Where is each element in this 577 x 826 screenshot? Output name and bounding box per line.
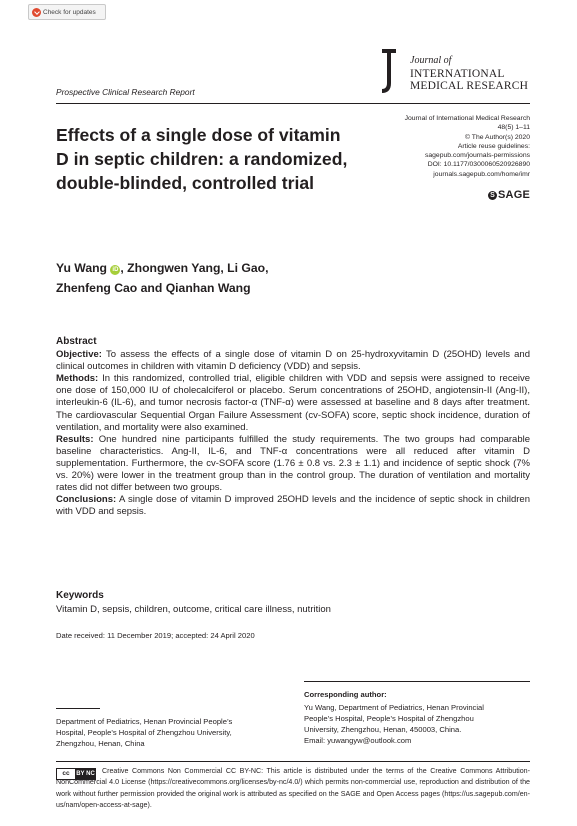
objective-text: To assess the effects of a single dose of vitamin D on 25-hydroxyvitamin D (25OHD) levels and clinical outcomes in children with vitamin D deficiency (VDD) and sepsis. <box>56 349 530 373</box>
meta-journal: Journal of International Medical Research <box>404 115 530 122</box>
update-check-icon <box>32 8 41 17</box>
check-for-updates-label: Check for updates <box>43 9 96 16</box>
author-rest-line1: , Zhongwen Yang, Li Gao, <box>120 261 269 275</box>
corresponding-line3: University, Zhengzhou, Henan, 450003, China. <box>304 725 462 734</box>
publisher-logo <box>488 189 530 201</box>
check-for-updates-button[interactable] <box>28 4 106 20</box>
corresponding-line2: People’s Hospital, People’s Hospital of Zhengzhou <box>304 714 474 723</box>
orcid-icon[interactable]: iD <box>112 267 119 273</box>
meta-home-link[interactable]: journals.sagepub.com/home/imr <box>433 170 530 178</box>
meta-reuse: Article reuse guidelines: <box>457 142 530 150</box>
abstract-methods <box>56 373 530 433</box>
methods-label: Methods: <box>56 373 99 385</box>
abstract-section <box>56 336 530 518</box>
dates-line: Date received: 11 December 2019; accepted: 24 April 2020 <box>56 631 255 640</box>
article-meta <box>405 114 530 179</box>
meta-reuse-link[interactable]: sagepub.com/journals-permissions <box>424 152 530 160</box>
cc-badge-left: cc <box>57 769 76 779</box>
results-text: One hundred nine participants fulfilled the study requirements. The two groups had comparable baseline characteristics. Ang-II, IL-6, and TNF-α concentrations were all reduced after vitamin D supplementation. Furthermore, the cv-SOFA score (1.76 ± 0.8 vs. 2.3 ± 1.1) and incidence of septic shock (7% vs. 20%) were lower in the treatment group than in the control group. The duration of ventilation and mortality rates did not differ between two groups. <box>56 433 531 494</box>
abstract-conclusions <box>56 494 530 518</box>
license-divider <box>56 761 530 762</box>
abstract-objective <box>56 349 530 373</box>
affiliation-line3: Zhengzhou, Henan, China <box>56 739 145 749</box>
journal-logo-icon <box>378 47 400 95</box>
keywords-text: Vitamin D, sepsis, children, outcome, critical care illness, nutrition <box>56 604 331 615</box>
corresponding-divider <box>304 681 530 682</box>
meta-copyright: © The Author(s) 2020 <box>465 133 530 141</box>
affiliation-line2: Hospital, People’s Hospital of Zhengzhou University, <box>56 728 232 738</box>
author-first: Yu Wang <box>56 261 108 275</box>
abstract-heading: Abstract <box>56 336 97 347</box>
article-type: Prospective Clinical Research Report <box>56 87 195 97</box>
conclusions-label: Conclusions: <box>56 494 117 506</box>
objective-label: Objective: <box>56 349 102 361</box>
license-text: Creative Commons Non Commercial CC BY-NC: This article is distributed under the terms of the Creative Commons Attribution-NonCommercial 4.0 License (https://creativecommons.org/licenses/by-nc/4.0/) which permits non-commercial use, reproduction and distribution of the work without further permission provided the original work is attributed as specified on the SAGE and Open Access pages (https://us.sagepub.com/en-us/nam/open-access-at-sage). <box>56 767 530 809</box>
meta-volume: 48(5) 1–11 <box>497 124 530 132</box>
corresponding-line1: Yu Wang, Department of Pediatrics, Henan Provincial <box>304 703 484 712</box>
abstract-results <box>56 434 530 494</box>
meta-doi[interactable]: DOI: 10.1177/0300060520926890 <box>427 161 530 169</box>
affiliation-line1: Department of Pediatrics, Henan Provincial People’s <box>56 717 233 726</box>
affiliation <box>56 716 286 750</box>
publisher-name: SAGE <box>498 189 530 201</box>
corresponding-email[interactable]: Email: yuwangyw@outlook.com <box>304 736 412 745</box>
sage-icon: S <box>488 191 497 200</box>
author-line2: Zhenfeng Cao and Qianhan Wang <box>56 281 251 295</box>
corresponding-author <box>304 702 530 746</box>
header-divider <box>56 103 530 104</box>
author-list <box>56 258 376 298</box>
corresponding-heading: Corresponding author: <box>304 690 387 699</box>
cc-badge-right: BY NC <box>76 771 95 777</box>
results-label: Results: <box>56 433 94 445</box>
conclusions-text: A single dose of vitamin D improved 25OHD levels and the incidence of septic shock in children with VDD and sepsis. <box>56 494 530 518</box>
keywords-heading: Keywords <box>56 590 104 601</box>
methods-text: In this randomized, controlled trial, eligible children with VDD and sepsis were assigned to receive one dose of 150,000 IU of cholecalciferol or placebo. Serum concentrations of 25OHD, angiotensin-II (Ang-II), interleukin-6 (IL-6), and tumor necrosis factor-α (TNF-α) were assessed at baseline and 8 days after treatment. The cardiovascular Sequential Organ Failure Assessment (cv-SOFA) score, septic shock incidence, duration of ventilation, and mortality were also examined. <box>56 373 531 433</box>
journal-name-line3: MEDICAL RESEARCH <box>410 80 529 92</box>
journal-name-line1: Journal of <box>410 55 452 66</box>
journal-name-line2: INTERNATIONAL <box>410 67 505 80</box>
journal-name <box>410 55 570 93</box>
article-title: Effects of a single dose of vitamin D in septic children: a randomized, double-blinded, controlled trial <box>56 125 348 193</box>
affiliation-divider <box>56 708 100 709</box>
